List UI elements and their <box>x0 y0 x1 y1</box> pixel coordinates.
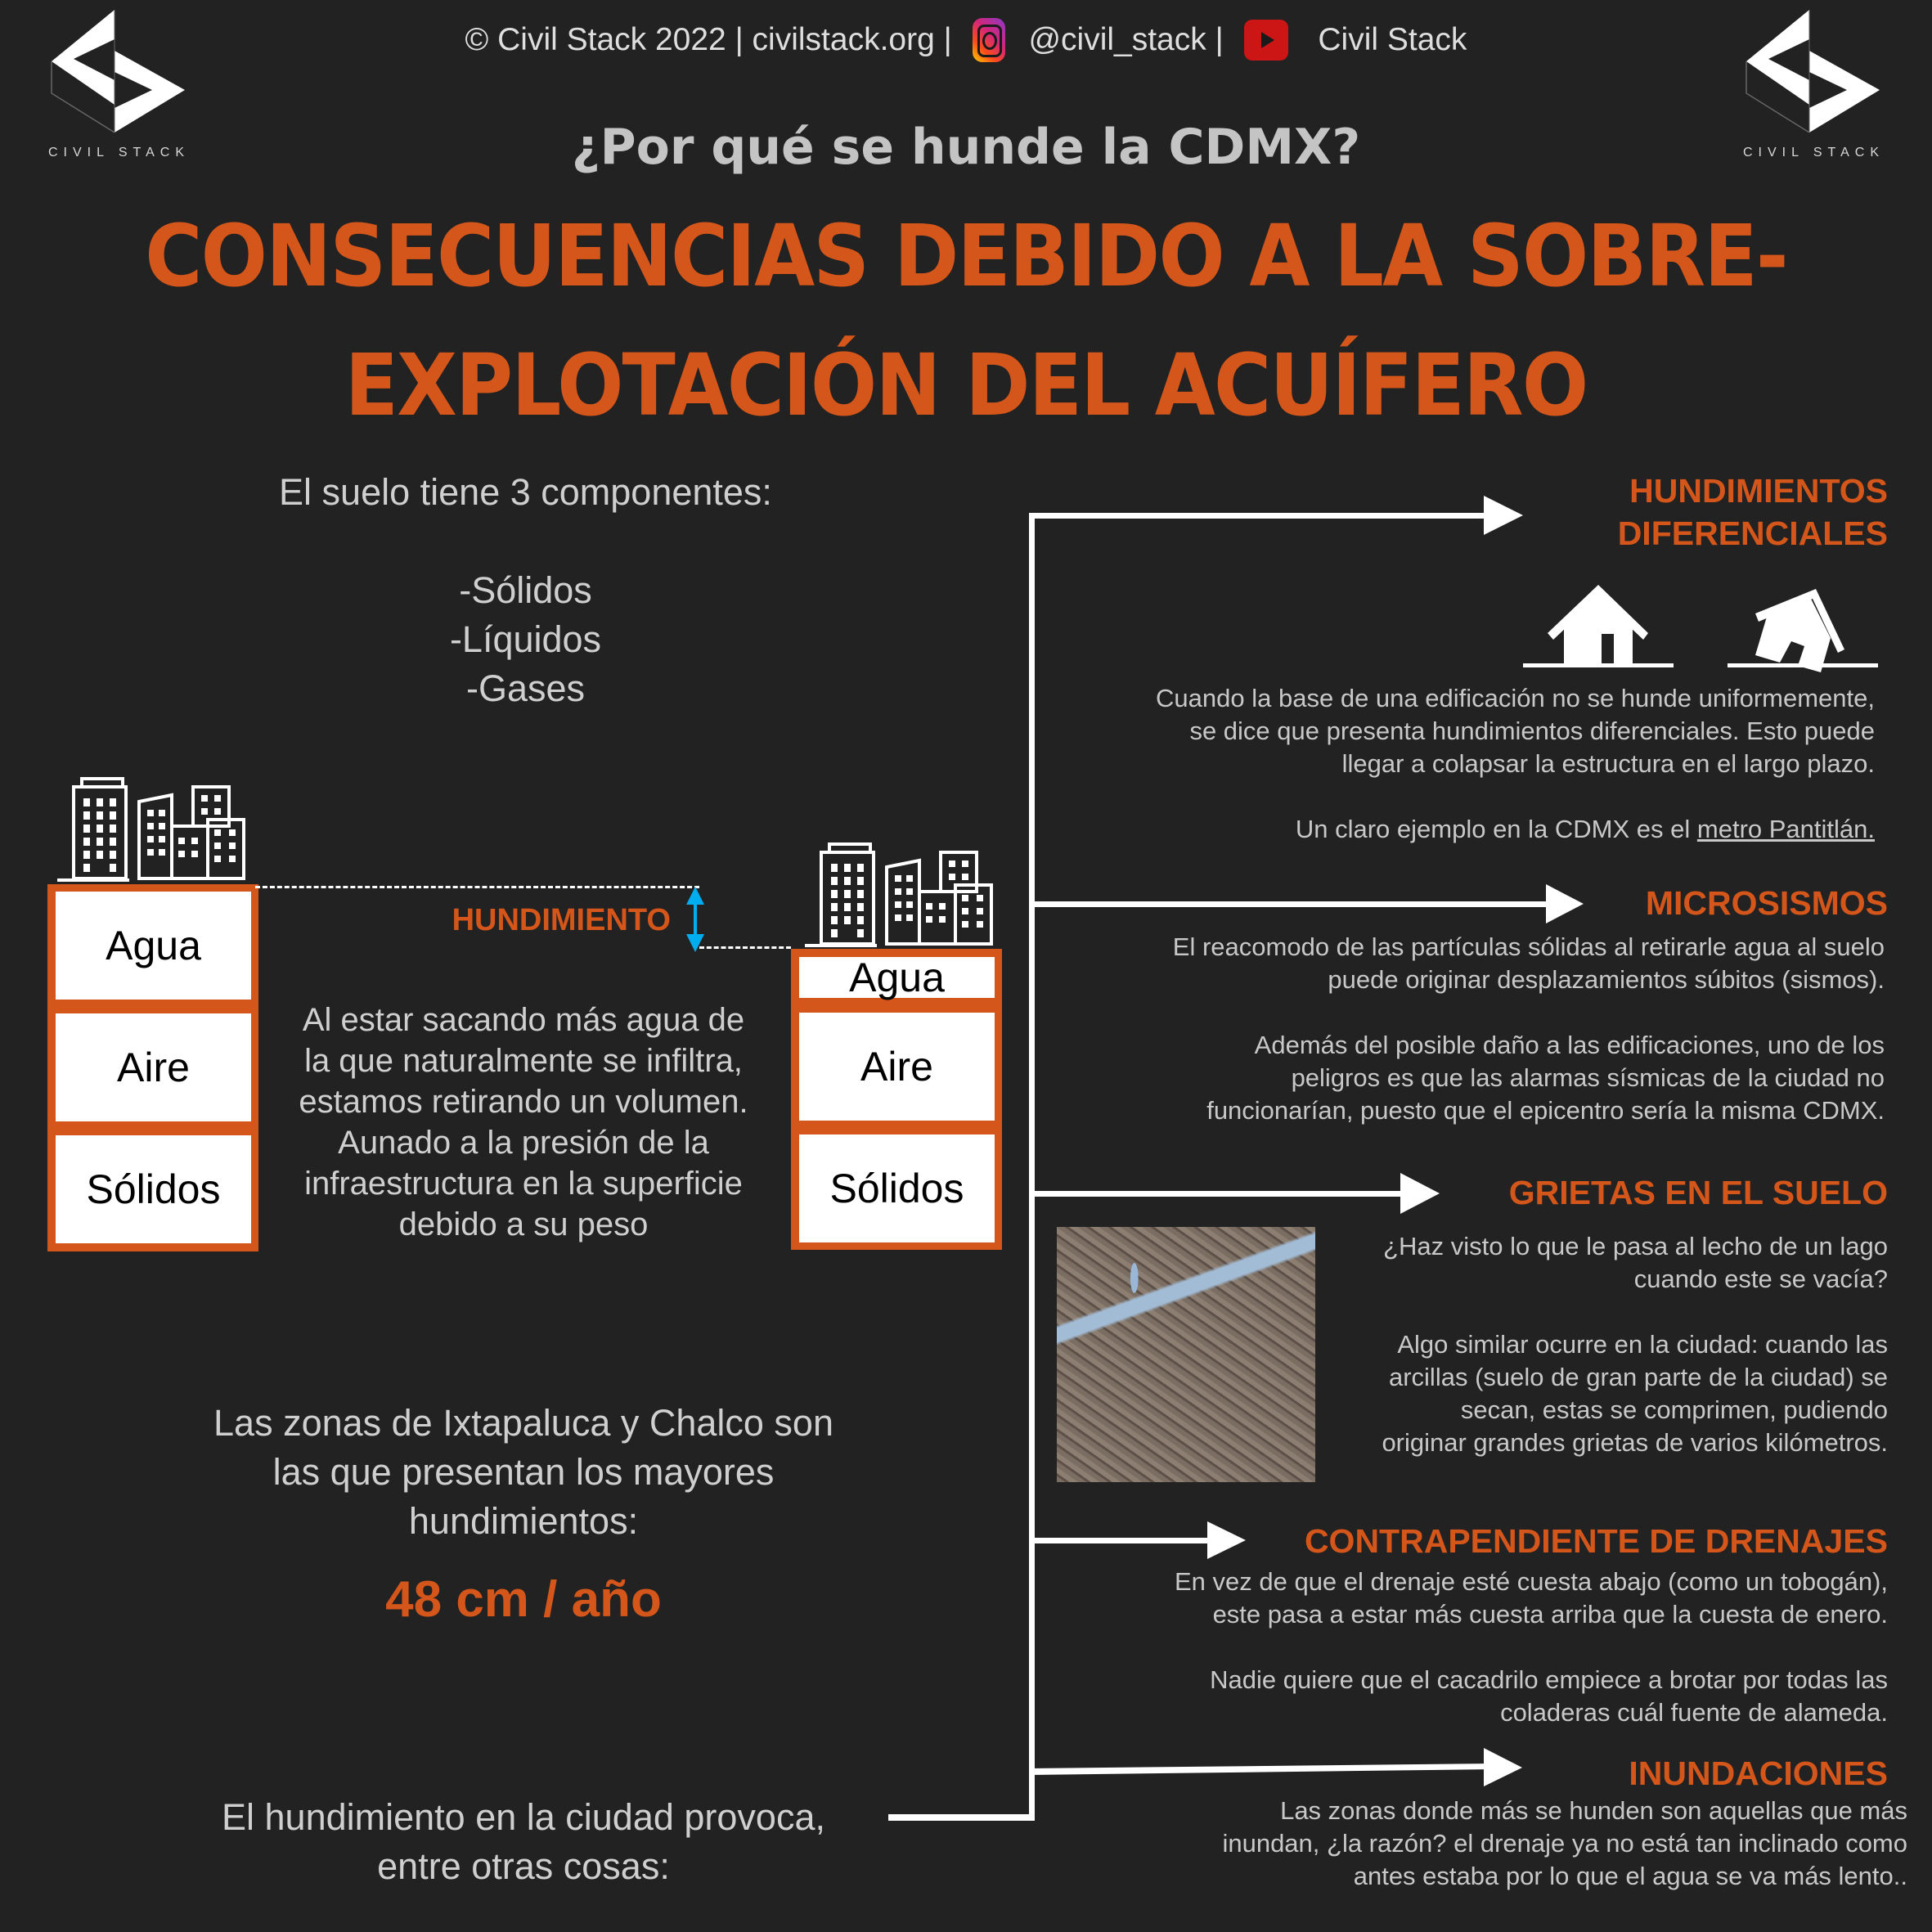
arrow-line-5 <box>1029 1764 1495 1775</box>
dry-lakebed-photo <box>1057 1227 1315 1482</box>
soil-column-before <box>47 884 258 1251</box>
hundimiento-label: HUNDIMIENTO <box>452 903 671 937</box>
soil-cell-water: Agua <box>56 892 251 1000</box>
text-line: puede originar desplazamientos súbitos (sismos). <box>1328 965 1885 994</box>
text-line: Nadie quiere que el cacadrilo empiece a brotar por todas las <box>1210 1665 1888 1694</box>
explanation-line: Aunado a la presión de la <box>338 1125 709 1161</box>
subsided-level-line <box>699 946 791 949</box>
arrow-line-2 <box>1029 901 1557 907</box>
text-line: Cuando la base de una edificación no se hunde uniformemente, <box>1156 684 1875 712</box>
soil-cell-air: Aire <box>799 1013 995 1121</box>
youtube-channel[interactable]: Civil Stack <box>1318 22 1467 57</box>
text-line: El reacomodo de las partículas sólidas al retirarle agua al suelo <box>1172 932 1885 961</box>
arrow-line-4 <box>1029 1538 1219 1543</box>
causes-line: entre otras cosas: <box>377 1845 670 1887</box>
arrow-line-3 <box>1029 1191 1413 1197</box>
zones-text <box>115 1399 932 1546</box>
components-list <box>204 566 847 713</box>
consequence-title-inundaciones: INUNDACIONES <box>1629 1755 1888 1792</box>
explanation-line: infraestructura en la superficie <box>304 1166 743 1202</box>
arrowhead-2 <box>1546 884 1584 923</box>
text-line: En vez de que el drenaje esté cuesta abajo (como un tobogán), <box>1174 1567 1888 1596</box>
arrow-line-1 <box>1029 513 1495 519</box>
instagram-handle[interactable]: @civil_stack | <box>1028 22 1224 57</box>
tilted-house-icon <box>1728 581 1891 679</box>
text-line: llegar a colapsar la estructura en el largo plazo. <box>1341 749 1875 778</box>
consequence-title-microsismos: MICROSISMOS <box>1645 884 1888 922</box>
soil-cell-solids: Sólidos <box>799 1134 995 1242</box>
title-line: DIFERENCIALES <box>1617 514 1888 552</box>
soil-cell-air: Aire <box>56 1013 251 1121</box>
text-line: secan, estas se comprimen, pudiendo <box>1460 1395 1888 1424</box>
text-line: coladeras cuál fuente de alameda. <box>1500 1698 1888 1727</box>
arrowhead-3 <box>1400 1173 1440 1214</box>
metro-pantitlan-link[interactable]: metro Pantitlán. <box>1696 815 1875 843</box>
consequence-text-microsismos <box>1026 931 1885 1127</box>
text-line: peligros es que las alarmas sísmicas de la ciudad no <box>1291 1063 1885 1092</box>
component-item: -Líquidos <box>449 618 602 660</box>
consequence-text-differential <box>1016 682 1875 846</box>
zones-line: las que presentan los mayores <box>272 1451 775 1493</box>
example-prefix: Un claro ejemplo en la CDMX es el <box>1295 815 1697 843</box>
text-line: antes estaba por lo que el agua se va más lento.. <box>1353 1862 1907 1890</box>
consequence-text-contrapendiente <box>1029 1566 1888 1729</box>
text-line: Algo similar ocurre en la ciudad: cuando las <box>1397 1330 1888 1359</box>
text-line: ¿Haz visto lo que le pasa al lecho de un lago <box>1383 1232 1888 1260</box>
consequence-title-differential <box>1618 470 1888 555</box>
text-line: inundan, ¿la razón? el drenaje ya no está tan inclinado como <box>1222 1829 1907 1858</box>
soil-cell-solids: Sólidos <box>56 1135 251 1243</box>
consequence-text-grietas <box>1283 1230 1888 1459</box>
example-line <box>1016 813 1875 846</box>
components-intro: El suelo tiene 3 componentes: <box>279 471 772 513</box>
consequence-text-inundaciones <box>1008 1795 1907 1893</box>
causes-line: El hundimiento en la ciudad provoca, <box>222 1796 825 1838</box>
consequence-title-grietas: GRIETAS EN EL SUELO <box>1508 1174 1888 1211</box>
zones-line: hundimientos: <box>408 1500 639 1542</box>
zones-line: Las zonas de Ixtapaluca y Chalco son <box>213 1402 833 1444</box>
explanation-line: estamos retirando un volumen. <box>299 1084 748 1120</box>
arrowhead-1 <box>1484 496 1523 535</box>
component-item: -Gases <box>465 667 586 709</box>
arrowhead-4 <box>1207 1521 1246 1559</box>
title-line: HUNDIMIENTOS <box>1629 472 1888 510</box>
text-line: se dice que presenta hundimientos diferenciales. Esto puede <box>1189 717 1875 745</box>
text-line: arcillas (suelo de gran parte de la ciudad) se <box>1388 1363 1888 1391</box>
causes-intro <box>115 1793 932 1891</box>
main-title-line-1: CONSECUENCIAS DEBIDO A LA SOBRE- <box>145 206 1787 306</box>
original-level-line <box>255 886 699 888</box>
copyright-text[interactable]: © Civil Stack 2022 | civilstack.org | <box>465 22 952 57</box>
explanation-line: debido a su peso <box>398 1206 649 1242</box>
text-line: originar grandes grietas de varios kilómetros. <box>1382 1428 1888 1457</box>
instagram-icon[interactable] <box>973 18 1005 62</box>
social-bar <box>0 18 1932 62</box>
arrowhead-5 <box>1484 1748 1522 1786</box>
logo-text: CIVIL STACK <box>47 146 191 160</box>
soil-cell-water: Agua <box>799 957 995 998</box>
youtube-icon[interactable] <box>1244 20 1288 61</box>
buildings-icon <box>54 777 246 882</box>
explanation-line: la que naturalmente se infiltra, <box>304 1043 743 1079</box>
house-icon <box>1523 581 1687 671</box>
text-line: este pasa a estar más cuesta arriba que la cuesta de enero. <box>1212 1600 1888 1629</box>
text-line: Las zonas donde más se hunden son aquellas que más <box>1280 1796 1907 1825</box>
subsidence-rate: 48 cm / año <box>385 1571 662 1628</box>
text-line: cuando este se vacía? <box>1633 1265 1888 1293</box>
logo-text: CIVIL STACK <box>1742 146 1885 160</box>
text-line: funcionarían, puesto que el epicentro sería la misma CDMX. <box>1206 1096 1885 1125</box>
explanation-line: Al estar sacando más agua de <box>302 1002 745 1038</box>
explanation-text <box>270 1000 777 1245</box>
text-line: Además del posible daño a las edificaciones, uno de los <box>1254 1031 1885 1059</box>
main-title-line-2: EXPLOTACIÓN DEL ACUÍFERO <box>344 335 1588 435</box>
subtitle: ¿Por qué se hunde la CDMX? <box>571 119 1361 176</box>
component-item: -Sólidos <box>459 569 592 611</box>
double-arrow-icon <box>685 887 705 952</box>
consequence-title-contrapendiente: CONTRAPENDIENTE DE DRENAJES <box>1304 1522 1888 1560</box>
